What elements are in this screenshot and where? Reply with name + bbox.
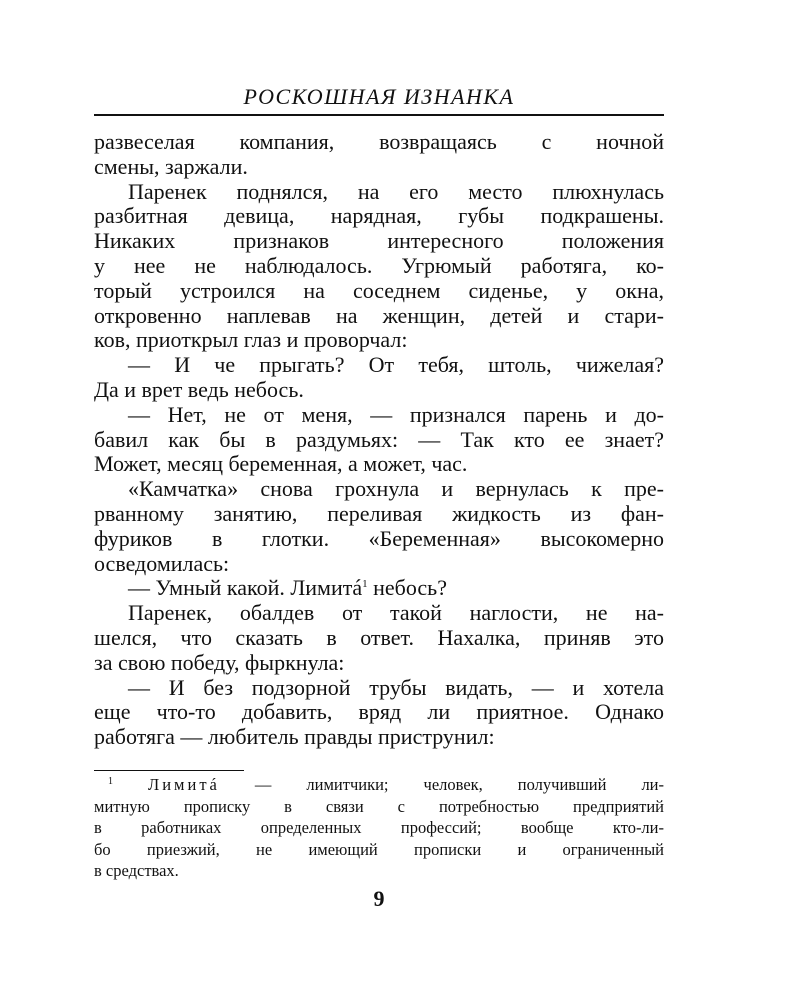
text-fragment: — Умный какой. Лимитá [128,575,363,601]
text-line: смены, заржали. [94,153,248,179]
book-page [94,0,664,1000]
footnote-reference: 1 [362,578,368,591]
text-line: Паренек, обалдев от такой наглости, не на- [128,600,664,626]
text-line: шелся, что сказать в ответ. Нахалка, приняв это [94,624,664,650]
footnote-term: Лимитá [148,775,220,794]
text-line: осведомилась: [94,550,230,576]
text-line [94,576,664,601]
text-line: Да и врет ведь небось. [94,376,304,402]
text-line: — Нет, не от меня, — признался парень и до- [128,401,664,427]
footnote-line: в средствах. [94,861,179,880]
text-line: — И без подзорной трубы видать, — и хотела [128,674,664,700]
footnote-line [94,774,664,796]
text-line: откровенно наплевав на женщин, детей и стари- [94,302,664,328]
footnote [94,774,664,882]
text-line: торый устроился на соседнем сиденье, у окна, [94,277,664,303]
footnote-text: — лимитчики; человек, получивший ли- [219,775,665,794]
text-line: Может, месяц беременная, а может, час. [94,451,468,477]
text-line: за свою победу, фыркнула: [94,649,345,675]
text-line: Никаких признаков интересного положения [94,228,664,254]
text-line: Паренек поднялся, на его место плюхнулась [128,178,664,204]
text-line: рванному занятию, переливая жидкость из фан- [94,500,664,526]
text-line: еще что-то добавить, вряд ли приятное. Однако [94,699,664,725]
text-line: бавил как бы в раздумьях: — Так кто ее знает? [94,426,664,452]
body-text [94,130,664,750]
text-fragment: небось? [367,575,447,601]
footnote-mark: 1 [108,776,113,787]
footnote-rule [94,770,244,771]
text-line: фуриков в глотки. «Беременная» высокомерно [94,525,664,551]
text-line: — И че прыгать? От тебя, штоль, чижелая? [128,352,664,378]
footnote-line: в работниках определенных профессий; вообще кто-ли- [94,818,664,837]
running-head: РОСКОШНАЯ ИЗНАНКА [243,84,515,109]
text-line: «Камчатка» снова грохнула и вернулась к пре- [128,476,664,502]
footnote-line: бо приезжий, не имеющий прописки и ограниченный [94,839,664,859]
text-line: у нее не наблюдалось. Угрюмый работяга, ко- [94,252,664,278]
header-rule [94,114,664,116]
text-line: ков, приоткрыл глаз и проворчал: [94,327,408,353]
footnote-line: митную прописку в связи с потребностью предприятий [94,796,664,816]
page-number: 9 [373,886,385,911]
text-line: развеселая компания, возвращаясь с ночной [94,129,664,154]
text-line: разбитная девица, нарядная, губы подкрашены. [94,203,664,229]
text-line: работяга — любитель правды приструнил: [94,724,495,750]
